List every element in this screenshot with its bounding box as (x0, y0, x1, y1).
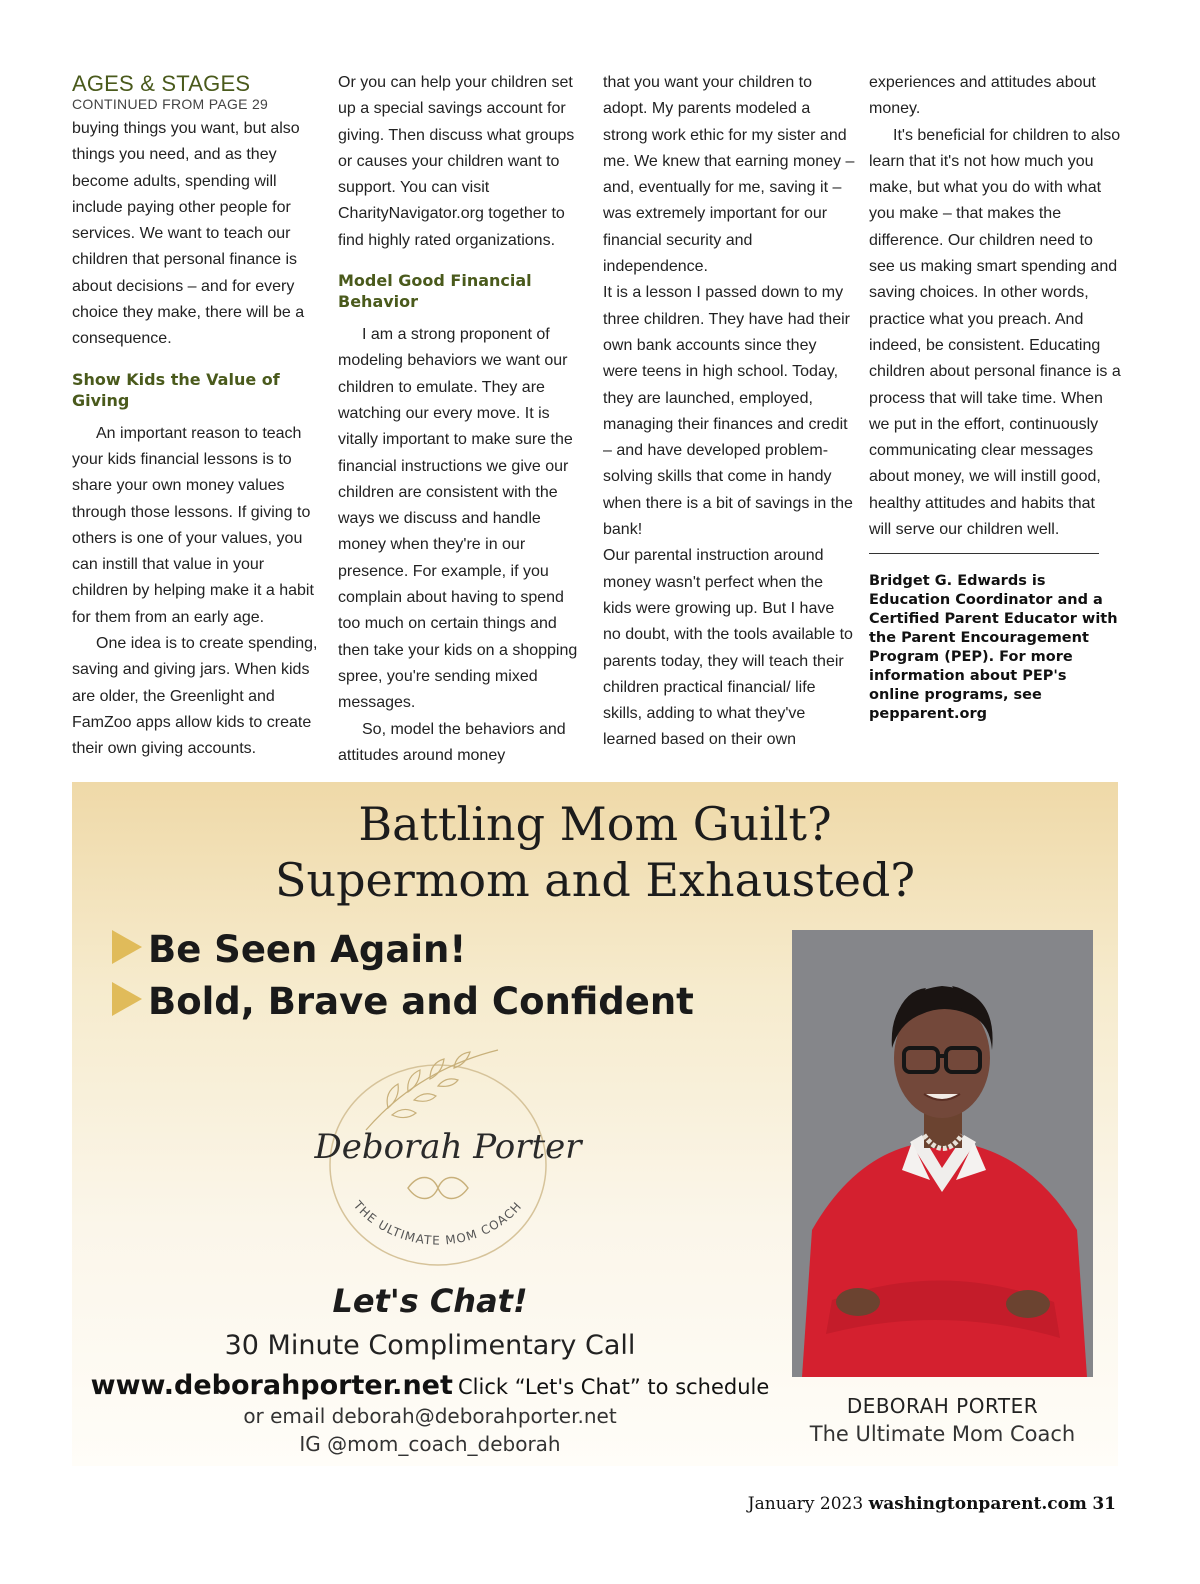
website-link[interactable]: www.deborahporter.net (90, 1370, 453, 1401)
continued-from: CONTINUED FROM PAGE 29 (72, 96, 269, 112)
paragraph: Or you can help your children set up a special savings account for giving. Then discuss what groups or causes your children want to support. You can visit CharityNavigator.org together to find highly rated organizations. (338, 74, 575, 249)
paragraph: experiences and attitudes about money. (869, 74, 1096, 118)
triangle-bullet-icon (112, 930, 142, 964)
paragraph: buying things you want, but also things you need, and as they become adults, spending will include paying other people for services. We want to teach our children that personal finance is about decisions – and for every choice they make, there will be a consequence. (72, 120, 305, 348)
website-line (72, 1370, 788, 1401)
logo-script-name: Deborah Porter (314, 1127, 582, 1167)
ad-bullet-1 (112, 928, 466, 972)
complimentary-call: 30 Minute Complimentary Call (224, 1330, 636, 1361)
page-footer (748, 1494, 1116, 1514)
article-column-2 (338, 70, 590, 769)
website-note: Click “Let's Chat” to schedule (457, 1375, 770, 1399)
paragraph: An important reason to teach your kids financial lessons is to share your own money values through those lessons. If giving to others is one of your values, you can instill that value in your children by helping make it a habit for them from an early age. (72, 424, 314, 626)
infinity-icon (408, 1178, 468, 1199)
ad-bullet-text: Be Seen Again! (148, 928, 467, 971)
section-name: AGES & STAGES (72, 71, 251, 96)
paragraph: It is a lesson I passed down to my three children. They have had their own bank accounts since they were teens in high school. Today, they are launched, employed, managing their finances and credit – and have developed problem-solving skills that come in handy when there is a bit of savings in the bank! (603, 284, 853, 539)
issue-date: January 2023 (747, 1494, 864, 1514)
paragraph: So, model the behaviors and attitudes around money (338, 720, 566, 764)
article-column-1 (72, 70, 324, 763)
article-column-4 (869, 70, 1121, 724)
triangle-bullet-icon (112, 982, 142, 1016)
ad-headline-1: Battling Mom Guilt? (358, 797, 832, 851)
portrait-photo (792, 930, 1093, 1377)
paragraph: One idea is to create spending, saving and giving jars. When kids are older, the Greenlight and FamZoo apps allow kids to create their own giving accounts. (72, 635, 318, 758)
subhead-model-behavior: Model Good Financial Behavior (338, 271, 532, 312)
photo-caption-title: The Ultimate Mom Coach (809, 1422, 1076, 1446)
article-column-3 (603, 70, 855, 754)
paragraph: that you want your children to adopt. My parents modeled a strong work ethic for my sister and me. We knew that earning money – and, eventually for me, saving it – was extremely important for our financial security and independence. (603, 74, 855, 276)
instagram-handle[interactable]: IG @mom_coach_deborah (299, 1432, 561, 1456)
deborah-porter-logo (308, 1040, 588, 1270)
article (72, 70, 1122, 770)
portrait-graphic (792, 930, 1093, 1377)
ad-bullet-text: Bold, Brave and Confident (148, 980, 694, 1023)
logo-tagline: THE ULTIMATE MOM COACH (350, 1198, 525, 1248)
page-number: 31 (1092, 1494, 1116, 1514)
photo-caption-name: DEBORAH PORTER (846, 1394, 1039, 1418)
paragraph: I am a strong proponent of modeling behaviors we want our children to emulate. They are watching our every move. It is vitally important to make sure the financial instructions we give our children are consistent with the ways we discuss and handle money when they're in our presence. For example, if you complain about having to spend too much on certain things and then take your kids on a shopping spree, you're sending mixed messages. (338, 326, 578, 712)
footer-site: washingtonparent.com (868, 1494, 1087, 1514)
subhead-value-of-giving: Show Kids the Value of Giving (72, 369, 280, 410)
lets-chat-heading: Let's Chat! (332, 1282, 528, 1320)
ad-bullet-2 (112, 980, 694, 1024)
logo-graphic (308, 1040, 588, 1270)
ad-headline-2: Supermom and Exhausted? (274, 853, 916, 907)
divider (869, 553, 1099, 554)
advertisement (72, 782, 1118, 1466)
laurel-icon (366, 1050, 498, 1130)
paragraph: Our parental instruction around money wasn't perfect when the kids were growing up. But I have no doubt, with the tools available to parents today, they will teach their children practical financial/ life skills, adding to what they've learned based on their own (603, 547, 853, 749)
paragraph: It's beneficial for children to also learn that it's not how much you make, but what you do with what you make – that makes the difference. Our children need to see us making smart spending and saving choices. In other words, practice what you preach. And indeed, be consistent. Educating children about personal finance is a process that will take time. When we put in the effort, continuously communicating clear messages about money, we will instill good, healthy attitudes and habits that will serve our children well. (869, 126, 1121, 539)
author-bio: Bridget G. Edwards is Education Coordinator and a Certified Parent Educator with the Parent Encouragement Program (PEP). For more information about PEP's online programs, see pepparent.org (869, 573, 1118, 723)
email-contact[interactable]: or email deborah@deborahporter.net (243, 1404, 617, 1428)
